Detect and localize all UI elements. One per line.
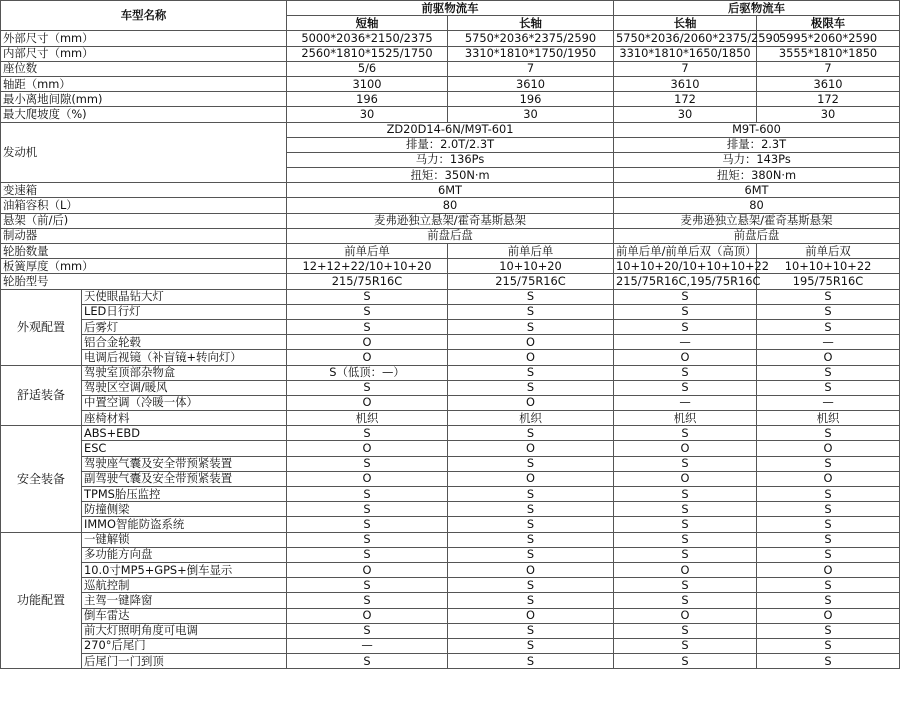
spec-value: S	[448, 638, 614, 653]
feature-label: 中置空调（冷暖一体）	[82, 395, 287, 410]
spec-value: 195/75R16C	[757, 274, 900, 289]
feature-row	[1, 593, 900, 608]
feature-row	[1, 289, 900, 304]
feature-label: 后尾门一门到顶	[82, 654, 287, 669]
spec-value: S	[614, 289, 757, 304]
spec-value: —	[614, 335, 757, 350]
spec-row	[1, 92, 900, 107]
spec-value: —	[757, 335, 900, 350]
spec-value: S	[614, 532, 757, 547]
spec-value: S	[614, 426, 757, 441]
spec-value: S	[757, 380, 900, 395]
spec-value: 10+10+20/10+10+10+22	[614, 259, 757, 274]
spec-value: 7	[614, 61, 757, 76]
feature-row	[1, 547, 900, 562]
tire-label: 轮胎型号	[1, 274, 287, 289]
transmission-fwd-value: 6MT	[287, 183, 614, 198]
fuel-tank-label: 油箱容积（L）	[1, 198, 287, 213]
spec-value: O	[757, 608, 900, 623]
feature-row	[1, 532, 900, 547]
spec-value: O	[614, 471, 757, 486]
spec-value: 5/6	[287, 61, 448, 76]
col-header-short: 短轴	[287, 16, 448, 31]
spec-value: S	[287, 654, 448, 669]
spec-label: 最小离地间隙(mm)	[1, 92, 287, 107]
spec-value: O	[287, 350, 448, 365]
spec-value: S	[287, 502, 448, 517]
spec-value: 机织	[757, 411, 900, 426]
spec-value: O	[448, 441, 614, 456]
spec-value: 196	[287, 92, 448, 107]
spec-value: O	[757, 350, 900, 365]
feature-label: ESC	[82, 441, 287, 456]
spec-value: 172	[757, 92, 900, 107]
feature-label: LED日行灯	[82, 304, 287, 319]
feature-label: 天使眼晶钻大灯	[82, 289, 287, 304]
spec-value: S	[448, 426, 614, 441]
spec-value: S	[448, 289, 614, 304]
spec-value: O	[448, 562, 614, 577]
spec-value: 215/75R16C	[448, 274, 614, 289]
feature-label: 主驾一键降窗	[82, 593, 287, 608]
suspension-fwd-value: 麦弗逊独立悬架/霍奇基斯悬架	[287, 213, 614, 228]
spec-value: O	[448, 608, 614, 623]
feature-row	[1, 487, 900, 502]
tire-label: 板簧厚度（mm）	[1, 259, 287, 274]
spec-value: 5750*2036*2375/2590	[448, 31, 614, 46]
spec-value: S	[448, 517, 614, 532]
spec-value: S	[614, 304, 757, 319]
spec-value: S	[614, 380, 757, 395]
spec-row	[1, 61, 900, 76]
spec-value: S	[287, 426, 448, 441]
spec-value: S	[287, 578, 448, 593]
feature-label: IMMO智能防盗系统	[82, 517, 287, 532]
spec-value: O	[448, 471, 614, 486]
spec-value: 3610	[448, 76, 614, 91]
spec-value: 机织	[614, 411, 757, 426]
spec-value: S	[757, 426, 900, 441]
feature-label: 副驾驶气囊及安全带预紧装置	[82, 471, 287, 486]
spec-value: 5000*2036*2150/2375	[287, 31, 448, 46]
spec-value: S	[287, 289, 448, 304]
spec-value: S	[448, 532, 614, 547]
spec-value: S	[757, 517, 900, 532]
feature-label: 后雾灯	[82, 319, 287, 334]
spec-label: 内部尺寸（mm）	[1, 46, 287, 61]
spec-row	[1, 46, 900, 61]
tire-label: 轮胎数量	[1, 244, 287, 259]
feature-row	[1, 654, 900, 669]
spec-value: O	[614, 608, 757, 623]
spec-value: S	[287, 532, 448, 547]
engine-fwd-torque: 扭矩：350N·m	[287, 168, 614, 183]
spec-value: S	[448, 623, 614, 638]
spec-value: O	[757, 562, 900, 577]
spec-value: O	[614, 350, 757, 365]
spec-value: 机织	[287, 411, 448, 426]
brakes-fwd-value: 前盘后盘	[287, 228, 614, 243]
spec-value: 215/75R16C,195/75R16C	[614, 274, 757, 289]
spec-value: S	[287, 380, 448, 395]
feature-row	[1, 411, 900, 426]
feature-label: 巡航控制	[82, 578, 287, 593]
spec-value: O	[287, 562, 448, 577]
spec-value: 30	[614, 107, 757, 122]
feature-label: 10.0寸MP5+GPS+倒车显示	[82, 562, 287, 577]
spec-value: S	[614, 487, 757, 502]
spec-value: S	[614, 502, 757, 517]
transmission-label: 变速箱	[1, 183, 287, 198]
engine-rwd-model: M9T-600	[614, 122, 900, 137]
spec-value: 30	[448, 107, 614, 122]
spec-value: S	[757, 623, 900, 638]
spec-value: 3610	[614, 76, 757, 91]
model-name-header: 车型名称	[1, 1, 287, 31]
spec-value: S	[448, 487, 614, 502]
feature-label: ABS+EBD	[82, 426, 287, 441]
spec-value: 前单后单	[287, 244, 448, 259]
spec-value: 172	[614, 92, 757, 107]
header-row-1	[1, 1, 900, 16]
spec-value: 3310*1810*1650/1850	[614, 46, 757, 61]
feature-row	[1, 562, 900, 577]
spec-value: 7	[757, 61, 900, 76]
spec-value: S	[614, 456, 757, 471]
spec-value: —	[757, 395, 900, 410]
spec-value: O	[287, 441, 448, 456]
engine-row	[1, 122, 900, 137]
feature-label: 多功能方向盘	[82, 547, 287, 562]
feature-label: 座椅材料	[82, 411, 287, 426]
spec-value: 3610	[757, 76, 900, 91]
spec-value: S	[757, 593, 900, 608]
engine-rwd-displacement: 排量：2.3T	[614, 137, 900, 152]
spec-value: S	[448, 654, 614, 669]
spec-value: 10+10+10+22	[757, 259, 900, 274]
feature-label: 一键解锁	[82, 532, 287, 547]
engine-label: 发动机	[1, 122, 287, 183]
spec-value: O	[448, 350, 614, 365]
spec-value: S	[448, 319, 614, 334]
feature-label: 铝合金轮毂	[82, 335, 287, 350]
spec-value: O	[757, 441, 900, 456]
spec-value: S	[448, 547, 614, 562]
spec-value: 5750*2036/2060*2375/2590	[614, 31, 757, 46]
spec-value: S	[757, 654, 900, 669]
suspension-row	[1, 213, 900, 228]
spec-label: 座位数	[1, 61, 287, 76]
spec-value: S	[614, 593, 757, 608]
feature-label: 驾驶座气囊及安全带预紧装置	[82, 456, 287, 471]
spec-row	[1, 31, 900, 46]
engine-fwd-displacement: 排量：2.0T/2.3T	[287, 137, 614, 152]
spec-value: 3100	[287, 76, 448, 91]
feature-row	[1, 335, 900, 350]
spec-value: 10+10+20	[448, 259, 614, 274]
spec-value: S	[448, 578, 614, 593]
feature-row	[1, 426, 900, 441]
spec-value: S	[287, 517, 448, 532]
spec-label: 外部尺寸（mm）	[1, 31, 287, 46]
spec-value: S	[614, 623, 757, 638]
engine-rwd-power: 马力：143Ps	[614, 152, 900, 167]
spec-value: 前单后单/前单后双（高顶）	[614, 244, 757, 259]
spec-value: S	[614, 517, 757, 532]
fuel-tank-row	[1, 198, 900, 213]
spec-value: O	[287, 335, 448, 350]
spec-label: 轴距（mm）	[1, 76, 287, 91]
brakes-row	[1, 228, 900, 243]
spec-row	[1, 76, 900, 91]
transmission-row	[1, 183, 900, 198]
spec-value: S	[287, 547, 448, 562]
spec-value: 前单后单	[448, 244, 614, 259]
suspension-label: 悬架（前/后)	[1, 213, 287, 228]
spec-value: S	[757, 578, 900, 593]
spec-value: S	[757, 638, 900, 653]
spec-value: S	[448, 365, 614, 380]
spec-value: O	[287, 395, 448, 410]
spec-value: S	[448, 502, 614, 517]
spec-value: 215/75R16C	[287, 274, 448, 289]
spec-value: S	[757, 289, 900, 304]
spec-value: S	[757, 547, 900, 562]
spec-value: S	[287, 623, 448, 638]
spec-value: S	[287, 304, 448, 319]
feature-row	[1, 365, 900, 380]
spec-value: S	[614, 654, 757, 669]
group-label: 功能配置	[1, 532, 82, 669]
transmission-rwd-value: 6MT	[614, 183, 900, 198]
spec-value: O	[448, 395, 614, 410]
feature-label: 倒车雷达	[82, 608, 287, 623]
brakes-label: 制动器	[1, 228, 287, 243]
spec-row	[1, 107, 900, 122]
spec-value: 3310*1810*1750/1950	[448, 46, 614, 61]
feature-label: 前大灯照明角度可电调	[82, 623, 287, 638]
spec-value: S	[448, 456, 614, 471]
spec-value: 前单后双	[757, 244, 900, 259]
spec-value: 12+12+22/10+10+20	[287, 259, 448, 274]
rwd-group-header: 后驱物流车	[614, 1, 900, 16]
tire-row	[1, 274, 900, 289]
spec-value: 196	[448, 92, 614, 107]
feature-row	[1, 395, 900, 410]
spec-value: O	[287, 471, 448, 486]
spec-label: 最大爬坡度（%)	[1, 107, 287, 122]
spec-value: —	[614, 395, 757, 410]
spec-value: S	[614, 365, 757, 380]
spec-value: O	[614, 562, 757, 577]
spec-value: S	[448, 304, 614, 319]
col-header-extreme: 极限车	[757, 16, 900, 31]
spec-value: S	[757, 365, 900, 380]
spec-value: 30	[287, 107, 448, 122]
feature-label: 防撞侧梁	[82, 502, 287, 517]
group-label: 安全装备	[1, 426, 82, 532]
tire-row	[1, 259, 900, 274]
spec-value: 30	[757, 107, 900, 122]
col-header-long-rwd: 长轴	[614, 16, 757, 31]
spec-value: O	[287, 608, 448, 623]
suspension-rwd-value: 麦弗逊独立悬架/霍奇基斯悬架	[614, 213, 900, 228]
feature-row	[1, 608, 900, 623]
feature-row	[1, 456, 900, 471]
spec-value: S	[614, 547, 757, 562]
engine-rwd-torque: 扭矩：380N·m	[614, 168, 900, 183]
spec-value: S	[287, 319, 448, 334]
feature-label: TPMS胎压监控	[82, 487, 287, 502]
feature-row	[1, 471, 900, 486]
group-label: 外观配置	[1, 289, 82, 365]
spec-value: S	[757, 502, 900, 517]
fuel-tank-rwd-value: 80	[614, 198, 900, 213]
feature-label: 驾驶室顶部杂物盒	[82, 365, 287, 380]
group-label: 舒适装备	[1, 365, 82, 426]
feature-label: 驾驶区空调/暖风	[82, 380, 287, 395]
feature-row	[1, 304, 900, 319]
feature-label: 270°后尾门	[82, 638, 287, 653]
tire-row	[1, 244, 900, 259]
spec-value: S	[448, 380, 614, 395]
brakes-rwd-value: 前盘后盘	[614, 228, 900, 243]
spec-value: S	[757, 304, 900, 319]
spec-value: 机织	[448, 411, 614, 426]
spec-value: S	[448, 593, 614, 608]
spec-value: O	[614, 441, 757, 456]
spec-value: 2560*1810*1525/1750	[287, 46, 448, 61]
spec-table-body	[1, 1, 900, 669]
spec-value: 5995*2060*2590	[757, 31, 900, 46]
feature-row	[1, 578, 900, 593]
fwd-group-header: 前驱物流车	[287, 1, 614, 16]
engine-fwd-model: ZD20D14-6N/M9T-601	[287, 122, 614, 137]
spec-value: 7	[448, 61, 614, 76]
spec-value: S	[757, 532, 900, 547]
spec-value: S（低顶：—）	[287, 365, 448, 380]
feature-label: 电调后视镜（补盲镜+转向灯）	[82, 350, 287, 365]
feature-row	[1, 441, 900, 456]
fuel-tank-fwd-value: 80	[287, 198, 614, 213]
spec-value: —	[287, 638, 448, 653]
spec-value: S	[614, 319, 757, 334]
feature-row	[1, 380, 900, 395]
spec-value: O	[757, 471, 900, 486]
feature-row	[1, 319, 900, 334]
feature-row	[1, 623, 900, 638]
spec-value: O	[448, 335, 614, 350]
feature-row	[1, 502, 900, 517]
spec-value: S	[757, 487, 900, 502]
spec-value: S	[287, 593, 448, 608]
spec-value: S	[757, 319, 900, 334]
spec-value: S	[614, 638, 757, 653]
col-header-long-fwd: 长轴	[448, 16, 614, 31]
spec-value: S	[757, 456, 900, 471]
spec-value: S	[287, 456, 448, 471]
feature-row	[1, 517, 900, 532]
engine-fwd-power: 马力：136Ps	[287, 152, 614, 167]
spec-value: S	[287, 487, 448, 502]
spec-value: 3555*1810*1850	[757, 46, 900, 61]
feature-row	[1, 638, 900, 653]
feature-row	[1, 350, 900, 365]
spec-value: S	[614, 578, 757, 593]
